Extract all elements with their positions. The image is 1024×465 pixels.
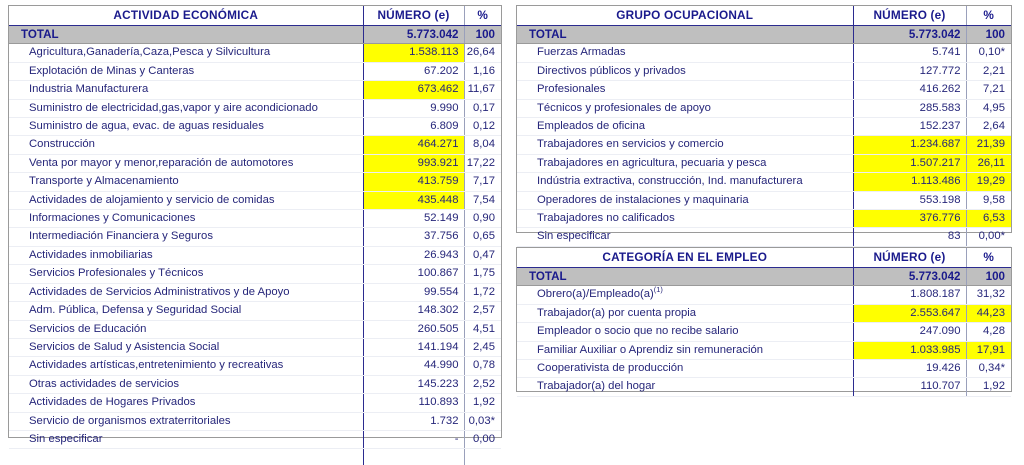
- row-percent: 4,28: [966, 323, 1011, 341]
- column-header-numero: NÚMERO (e): [853, 6, 966, 26]
- categoria-empleo-table: [516, 247, 1012, 392]
- row-numero: 19.426: [853, 360, 966, 378]
- row-numero: 435.448: [363, 191, 464, 209]
- row-numero: 1.808.187: [853, 286, 966, 304]
- row-label: Intermediación Financiera y Seguros: [9, 228, 363, 246]
- total-row: [517, 268, 1011, 286]
- row-percent: 26,11: [966, 154, 1011, 172]
- row-label: Directivos públicos y privados: [517, 62, 853, 80]
- table-row: [517, 99, 1011, 117]
- row-numero: 1.234.687: [853, 136, 966, 154]
- total-numero: 5.773.042: [853, 268, 966, 286]
- row-numero: 247.090: [853, 323, 966, 341]
- row-label: Adm. Pública, Defensa y Seguridad Social: [9, 302, 363, 320]
- table-row: [9, 154, 501, 172]
- table-row: [9, 191, 501, 209]
- row-percent: 2,45: [464, 338, 501, 356]
- row-label: Trabajador(a) del hogar: [517, 378, 853, 396]
- row-percent: 0,12: [464, 118, 501, 136]
- row-label: Suministro de electricidad,gas,vapor y aire acondicionado: [9, 99, 363, 117]
- row-percent: 2,57: [464, 302, 501, 320]
- table-row: [517, 154, 1011, 172]
- table-row: [9, 302, 501, 320]
- table-row: [517, 228, 1011, 246]
- row-percent: 17,91: [966, 341, 1011, 359]
- total-row: [9, 26, 501, 44]
- row-percent: 1,92: [464, 394, 501, 412]
- row-label: Actividades artísticas,entretenimiento y recreativas: [9, 357, 363, 375]
- row-label: Trabajadores en agricultura, pecuaria y pesca: [517, 154, 853, 172]
- row-numero: 1.507.217: [853, 154, 966, 172]
- row-label: Indústria extractiva, construcción, Ind. manufacturera: [517, 173, 853, 191]
- row-label: Servicios de Salud y Asistencia Social: [9, 338, 363, 356]
- row-percent: 0,03*: [464, 412, 501, 430]
- row-percent: 44,23: [966, 304, 1011, 322]
- row-label: Empleados de oficina: [517, 118, 853, 136]
- row-percent: 1,16: [464, 62, 501, 80]
- row-label: Servicios Profesionales y Técnicos: [9, 265, 363, 283]
- row-label: Trabajadores no calificados: [517, 210, 853, 228]
- row-label: Trabajadores en servicios y comercio: [517, 136, 853, 154]
- row-numero: 152.237: [853, 118, 966, 136]
- row-label: Transporte y Almacenamiento: [9, 173, 363, 191]
- column-header-category: CATEGORÍA EN EL EMPLEO: [517, 248, 853, 268]
- row-label: Industria Manufacturera: [9, 81, 363, 99]
- row-percent: 11,67: [464, 81, 501, 99]
- table-row: [9, 320, 501, 338]
- row-percent: 0,00*: [966, 228, 1011, 246]
- table-row: [9, 412, 501, 430]
- row-label: Suministro de agua, evac. de aguas residuales: [9, 118, 363, 136]
- row-percent: 0,65: [464, 228, 501, 246]
- row-numero: 52.149: [363, 210, 464, 228]
- row-numero: 100.867: [363, 265, 464, 283]
- column-header-activity: ACTIVIDAD ECONÓMICA: [9, 6, 363, 26]
- row-label: Obrero(a)/Empleado(a)$^{(1)}$: [517, 286, 853, 304]
- table-row: [517, 136, 1011, 154]
- row-numero: 5.741: [853, 44, 966, 62]
- total-percent: 100: [966, 26, 1011, 44]
- row-label: Profesionales: [517, 81, 853, 99]
- row-numero: 2.553.647: [853, 304, 966, 322]
- row-label: Sin especificar: [517, 228, 853, 246]
- column-header-numero: NÚMERO (e): [853, 248, 966, 268]
- row-percent: 17,22: [464, 154, 501, 172]
- table-header-row: [517, 248, 1011, 268]
- table-row: [9, 81, 501, 99]
- spacer-cell: [363, 449, 464, 465]
- table-row: [9, 338, 501, 356]
- row-percent: 0,47: [464, 246, 501, 264]
- table-row: [9, 430, 501, 448]
- row-label: Actividades de Servicios Administrativos y de Apoyo: [9, 283, 363, 301]
- row-label: Construcción: [9, 136, 363, 154]
- row-label: Venta por mayor y menor,reparación de automotores: [9, 154, 363, 172]
- table-header-row: [9, 6, 501, 26]
- table-row: [9, 99, 501, 117]
- table-row: [9, 394, 501, 412]
- table-row: [9, 62, 501, 80]
- row-numero: 464.271: [363, 136, 464, 154]
- row-percent: 26,64: [464, 44, 501, 62]
- row-numero: 37.756: [363, 228, 464, 246]
- table-row: [9, 210, 501, 228]
- row-numero: 110.707: [853, 378, 966, 396]
- spacer-cell: [464, 449, 501, 465]
- row-label: Empleador o socio que no recibe salario: [517, 323, 853, 341]
- actividad-economica-table: [8, 5, 502, 438]
- table-header-row: [517, 6, 1011, 26]
- row-percent: 4,51: [464, 320, 501, 338]
- table-row: [517, 378, 1011, 396]
- row-label: Actividades de Hogares Privados: [9, 394, 363, 412]
- table-row: [9, 44, 501, 62]
- total-row: [517, 26, 1011, 44]
- row-numero: 9.990: [363, 99, 464, 117]
- row-label: Cooperativista de producción: [517, 360, 853, 378]
- column-header-numero: NÚMERO (e): [363, 6, 464, 26]
- row-label: Operadores de instalaciones y maquinaria: [517, 191, 853, 209]
- grupo-ocupacional-body: [517, 26, 1011, 247]
- row-numero: 413.759: [363, 173, 464, 191]
- table-row: [9, 136, 501, 154]
- categoria-empleo-body: [517, 268, 1011, 397]
- row-label: Servicio de organismos extraterritoriales: [9, 412, 363, 430]
- row-label: Otras actividades de servicios: [9, 375, 363, 393]
- row-numero: 1.538.113: [363, 44, 464, 62]
- table-row: [517, 286, 1011, 304]
- grupo-ocupacional-grid: [517, 6, 1011, 247]
- row-numero: 148.302: [363, 302, 464, 320]
- row-percent: 6,53: [966, 210, 1011, 228]
- row-percent: 4,95: [966, 99, 1011, 117]
- table-row: [9, 283, 501, 301]
- row-label: Familiar Auxiliar o Aprendiz sin remuneración: [517, 341, 853, 359]
- row-numero: 110.893: [363, 394, 464, 412]
- row-percent: 0,78: [464, 357, 501, 375]
- row-numero: 6.809: [363, 118, 464, 136]
- row-percent: 7,54: [464, 191, 501, 209]
- row-numero: 83: [853, 228, 966, 246]
- table-row: [517, 44, 1011, 62]
- row-label: Actividades inmobiliarias: [9, 246, 363, 264]
- row-numero: 141.194: [363, 338, 464, 356]
- row-numero: -: [363, 430, 464, 448]
- row-percent: 2,64: [966, 118, 1011, 136]
- row-percent: 7,17: [464, 173, 501, 191]
- row-percent: 1,72: [464, 283, 501, 301]
- row-percent: 0,00: [464, 430, 501, 448]
- footnote-marker: (1): [654, 286, 663, 295]
- column-header-percent: %: [966, 248, 1011, 268]
- row-percent: 0,90: [464, 210, 501, 228]
- row-numero: 67.202: [363, 62, 464, 80]
- total-percent: 100: [966, 268, 1011, 286]
- grupo-ocupacional-table: [516, 5, 1012, 233]
- row-numero: 673.462: [363, 81, 464, 99]
- table-row: [517, 118, 1011, 136]
- total-percent: 100: [464, 26, 501, 44]
- row-numero: 1.113.486: [853, 173, 966, 191]
- row-numero: 376.776: [853, 210, 966, 228]
- table-row: [517, 360, 1011, 378]
- row-percent: 19,29: [966, 173, 1011, 191]
- row-label: Actividades de alojamiento y servicio de comidas: [9, 191, 363, 209]
- table-row: [517, 323, 1011, 341]
- row-label: Trabajador(a) por cuenta propia: [517, 304, 853, 322]
- table-row: [9, 173, 501, 191]
- row-numero: 1.732: [363, 412, 464, 430]
- table-row: [517, 210, 1011, 228]
- table-row: [517, 191, 1011, 209]
- row-label: Fuerzas Armadas: [517, 44, 853, 62]
- row-numero: 553.198: [853, 191, 966, 209]
- row-percent: 9,58: [966, 191, 1011, 209]
- table-row: [517, 173, 1011, 191]
- row-percent: 1,92: [966, 378, 1011, 396]
- row-percent: 31,32: [966, 286, 1011, 304]
- row-label: Servicios de Educación: [9, 320, 363, 338]
- row-numero: 993.921: [363, 154, 464, 172]
- table-row: [517, 304, 1011, 322]
- row-percent: 2,21: [966, 62, 1011, 80]
- spacer-row: [9, 449, 501, 465]
- row-label: Agricultura,Ganadería,Caza,Pesca y Silvicultura: [9, 44, 363, 62]
- categoria-empleo-grid: [517, 248, 1011, 397]
- row-percent: 0,17: [464, 99, 501, 117]
- table-row: [9, 246, 501, 264]
- row-label: Explotación de Minas y Canteras: [9, 62, 363, 80]
- row-percent: 2,52: [464, 375, 501, 393]
- total-label: TOTAL: [9, 26, 363, 44]
- row-numero: 127.772: [853, 62, 966, 80]
- table-row: [9, 118, 501, 136]
- row-numero: 416.262: [853, 81, 966, 99]
- total-label: TOTAL: [517, 268, 853, 286]
- row-percent: 21,39: [966, 136, 1011, 154]
- table-row: [9, 228, 501, 246]
- actividad-economica-grid: [9, 6, 501, 465]
- spacer-cell: [9, 449, 363, 465]
- row-numero: 260.505: [363, 320, 464, 338]
- table-row: [517, 62, 1011, 80]
- row-percent: 0,34*: [966, 360, 1011, 378]
- row-numero: 44.990: [363, 357, 464, 375]
- table-row: [517, 81, 1011, 99]
- row-percent: 1,75: [464, 265, 501, 283]
- total-label: TOTAL: [517, 26, 853, 44]
- row-label: Informaciones y Comunicaciones: [9, 210, 363, 228]
- row-percent: 0,10*: [966, 44, 1011, 62]
- row-label: Sin especificar: [9, 430, 363, 448]
- actividad-economica-body: [9, 26, 501, 465]
- total-numero: 5.773.042: [363, 26, 464, 44]
- table-row: [9, 375, 501, 393]
- row-percent: 7,21: [966, 81, 1011, 99]
- table-row: [9, 357, 501, 375]
- row-numero: 1.033.985: [853, 341, 966, 359]
- row-numero: 285.583: [853, 99, 966, 117]
- row-numero: 145.223: [363, 375, 464, 393]
- table-row: [9, 265, 501, 283]
- column-header-percent: %: [966, 6, 1011, 26]
- column-header-group: GRUPO OCUPACIONAL: [517, 6, 853, 26]
- table-row: [517, 341, 1011, 359]
- row-numero: 99.554: [363, 283, 464, 301]
- row-percent: 8,04: [464, 136, 501, 154]
- row-label: Técnicos y profesionales de apoyo: [517, 99, 853, 117]
- column-header-percent: %: [464, 6, 501, 26]
- row-numero: 26.943: [363, 246, 464, 264]
- total-numero: 5.773.042: [853, 26, 966, 44]
